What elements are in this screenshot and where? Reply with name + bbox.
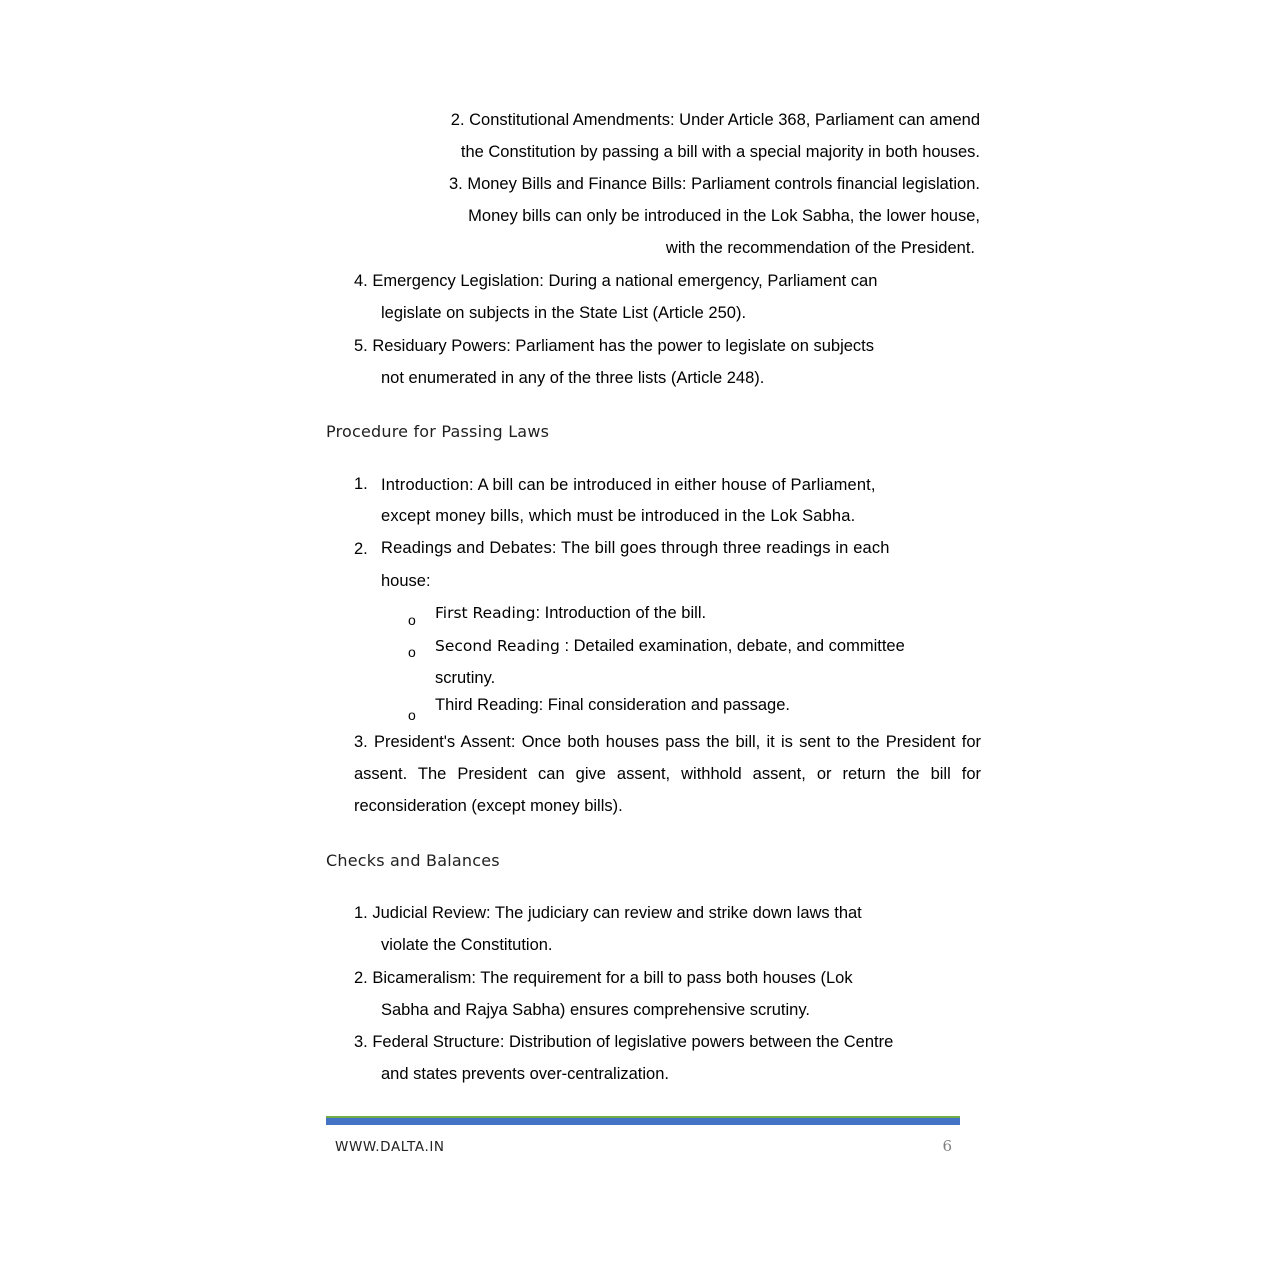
footer-rule-blue xyxy=(326,1118,960,1125)
reading-label: First Reading xyxy=(435,604,536,622)
sub-item-first-reading xyxy=(435,603,706,623)
section-heading-checks: Checks and Balances xyxy=(326,851,500,870)
reading-text: : Introduction of the bill. xyxy=(535,604,707,622)
list-number: 1. xyxy=(354,475,368,493)
sub-item-third-reading: Third Reading: Final consideration and passage. xyxy=(435,696,790,714)
reading-text: : Detailed examination, debate, and committee xyxy=(559,637,905,655)
list-item-federal-structure: 3. Federal Structure: Distribution of legislative powers between the Centre xyxy=(354,1033,894,1051)
bullet-marker: o xyxy=(408,612,416,628)
list-item-residuary-powers-cont: not enumerated in any of the three lists (Article 248). xyxy=(381,369,765,387)
sub-item-second-reading-cont: scrutiny. xyxy=(435,669,496,687)
list-item-constitutional-amendments-cont: the Constitution by passing a bill with a special majority in both houses. xyxy=(460,143,980,161)
list-item-readings-cont: house: xyxy=(381,572,431,590)
sub-item-second-reading xyxy=(435,636,905,656)
list-item-money-bills-cont2: with the recommendation of the President. xyxy=(665,239,975,257)
list-number: 2. xyxy=(354,540,368,558)
list-item-presidents-assent-cont: assent. The President can give assent, withhold assent, or return the bill for xyxy=(354,765,981,783)
list-item-judicial-review-cont: violate the Constitution. xyxy=(381,936,553,954)
section-heading-procedure: Procedure for Passing Laws xyxy=(326,422,550,441)
list-item-residuary-powers: 5. Residuary Powers: Parliament has the power to legislate on subjects xyxy=(354,337,875,355)
bullet-marker: o xyxy=(408,644,416,660)
list-item-money-bills: 3. Money Bills and Finance Bills: Parliament controls financial legislation. xyxy=(448,175,980,193)
footer-website: WWW.DALTA.IN xyxy=(335,1139,445,1155)
list-item-judicial-review: 1. Judicial Review: The judiciary can review and strike down laws that xyxy=(354,904,862,922)
list-item-introduction-cont: except money bills, which must be introduced in the Lok Sabha. xyxy=(381,507,856,525)
bullet-marker: o xyxy=(408,707,416,723)
list-item-federal-structure-cont: and states prevents over-centralization. xyxy=(381,1065,669,1083)
list-item-money-bills-cont: Money bills can only be introduced in the Lok Sabha, the lower house, xyxy=(468,207,980,225)
list-item-emergency-legislation-cont: legislate on subjects in the State List (Article 250). xyxy=(381,304,747,322)
list-item-presidents-assent: 3. President's Assent: Once both houses pass the bill, it is sent to the President for xyxy=(354,733,981,751)
list-item-introduction: Introduction: A bill can be introduced in either house of Parliament, xyxy=(381,476,876,494)
list-item-bicameralism-cont: Sabha and Rajya Sabha) ensures comprehensive scrutiny. xyxy=(381,1001,810,1019)
reading-label: Second Reading xyxy=(435,637,560,655)
list-item-constitutional-amendments: 2. Constitutional Amendments: Under Article 368, Parliament can amend xyxy=(450,111,980,129)
list-item-presidents-assent-cont2: reconsideration (except money bills). xyxy=(354,797,623,815)
list-item-bicameralism: 2. Bicameralism: The requirement for a bill to pass both houses (Lok xyxy=(354,969,853,987)
list-item-emergency-legislation: 4. Emergency Legislation: During a national emergency, Parliament can xyxy=(354,272,878,290)
page-number: 6 xyxy=(942,1137,952,1155)
list-item-readings: Readings and Debates: The bill goes through three readings in each xyxy=(381,539,890,557)
